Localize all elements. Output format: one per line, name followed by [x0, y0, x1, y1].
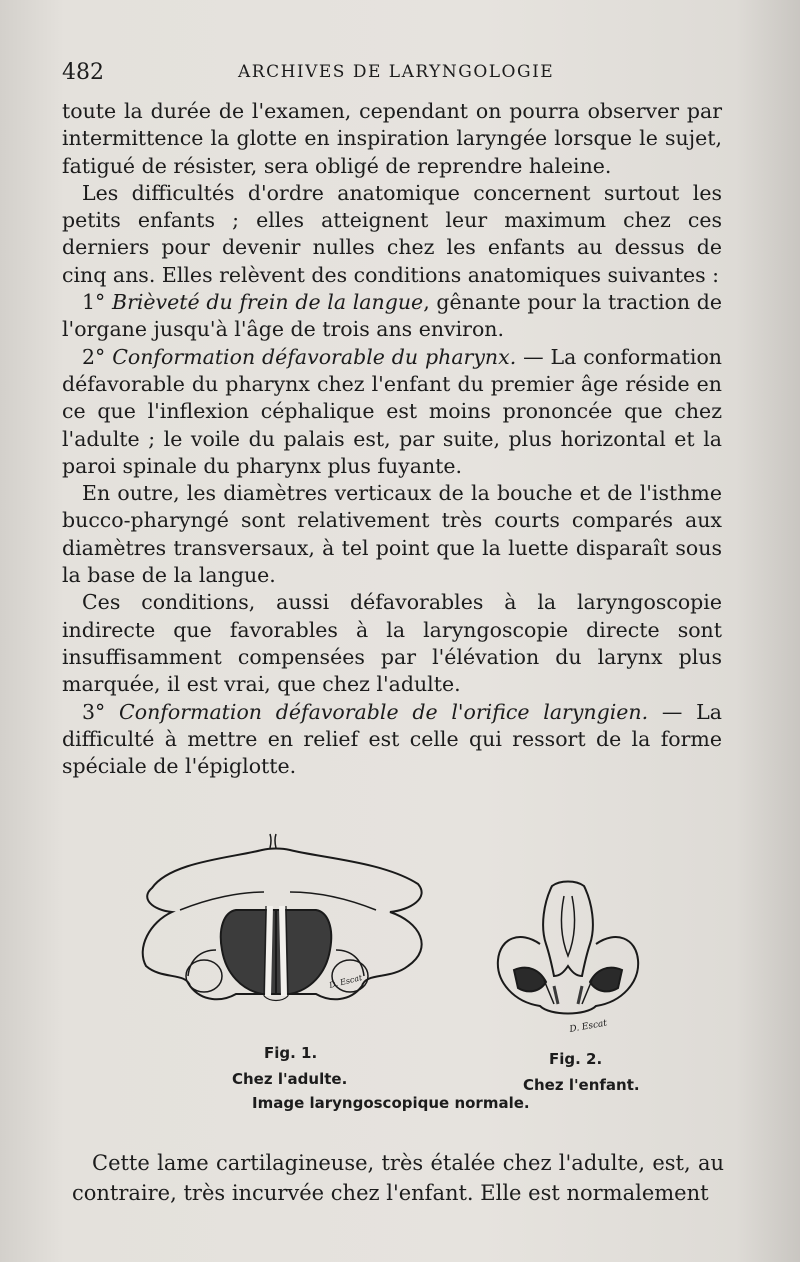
- paragraph: En outre, les diamètres verticaux de la bouche et de l'isthme bucco-pharyngé sont relativement très courts comparés aux diamètres transversaux, à tel point que la luette disparaît sous la base de la langue.: [62, 481, 722, 588]
- paragraph-list-item: [62, 344, 722, 480]
- item-heading: Brièveté du frein de la langue: [112, 290, 424, 315]
- item-text: , gênante pour la traction de l'organe jusqu'à l'âge de trois ans environ.: [62, 290, 723, 342]
- item-text: — La conformation défavorable du pharynx chez l'enfant du premier âge réside en ce que l'inflexion céphalique est moins prononcée que chez l'adulte ; le voile du palais est, par suite, plus horizontal et la paroi spinale du pharynx plus fuyante.: [62, 344, 723, 478]
- main-text: [62, 98, 722, 780]
- running-title: ARCHIVES DE LARYNGOLOGIE: [238, 62, 555, 82]
- figure-block: [140, 826, 680, 1126]
- fig1-caption: Chez l'adulte.: [232, 1070, 348, 1088]
- page-header: [62, 52, 742, 88]
- item-text: — La difficulté à mettre en relief est celle qui ressort de la forme spéciale de l'épiglotte.: [62, 699, 722, 779]
- fig2-number: Fig. 2.: [549, 1050, 603, 1068]
- adult-larynx-drawing: [143, 834, 422, 1001]
- figure-common-caption: Image laryngoscopique normale.: [252, 1094, 530, 1112]
- laryngoscopic-illustrations: [140, 826, 680, 1056]
- child-larynx-drawing: [498, 882, 638, 1014]
- item-number: 2°: [82, 344, 113, 369]
- signature-fig1: D. Escat: [328, 973, 364, 990]
- item-heading: Conformation défavorable du pharynx.: [112, 344, 517, 369]
- page-number: 482: [62, 60, 104, 85]
- paragraph-list-item: [62, 699, 722, 781]
- paragraph-list-item: [62, 289, 722, 344]
- paragraph: Ces conditions, aussi défavorables à la laryngoscopie indirecte que favorables à la laryngoscopie directe sont insuffisamment compensées par l'élévation du larynx plus marquée, il est vrai, que chez l'adulte.: [62, 590, 722, 697]
- paragraph: Cette lame cartilagineuse, très étalée chez l'adulte, est, au contraire, très incurvée chez l'enfant. Elle est normalement: [72, 1151, 724, 1205]
- item-number: 3°: [82, 699, 120, 724]
- continuation-text: [72, 1148, 724, 1208]
- fig2-caption: Chez l'enfant.: [523, 1076, 640, 1094]
- paragraph: Les difficultés d'ordre anatomique concernent surtout les petits enfants ; elles atteignent leur maximum chez ces derniers pour devenir nulles chez les enfants au dessus de cinq ans. Elles relèvent des conditions anatomiques suivantes :: [62, 180, 722, 287]
- item-heading: Conformation défavorable de l'orifice laryngien.: [119, 699, 649, 724]
- item-number: 1°: [82, 290, 112, 315]
- signature-fig2: D. Escat: [568, 1018, 608, 1035]
- paragraph: toute la durée de l'examen, cependant on pourra observer par intermittence la glotte en inspiration laryngée lorsque le sujet, fatigué de résister, sera obligé de reprendre haleine.: [62, 99, 722, 178]
- fig1-number: Fig. 1.: [264, 1044, 318, 1062]
